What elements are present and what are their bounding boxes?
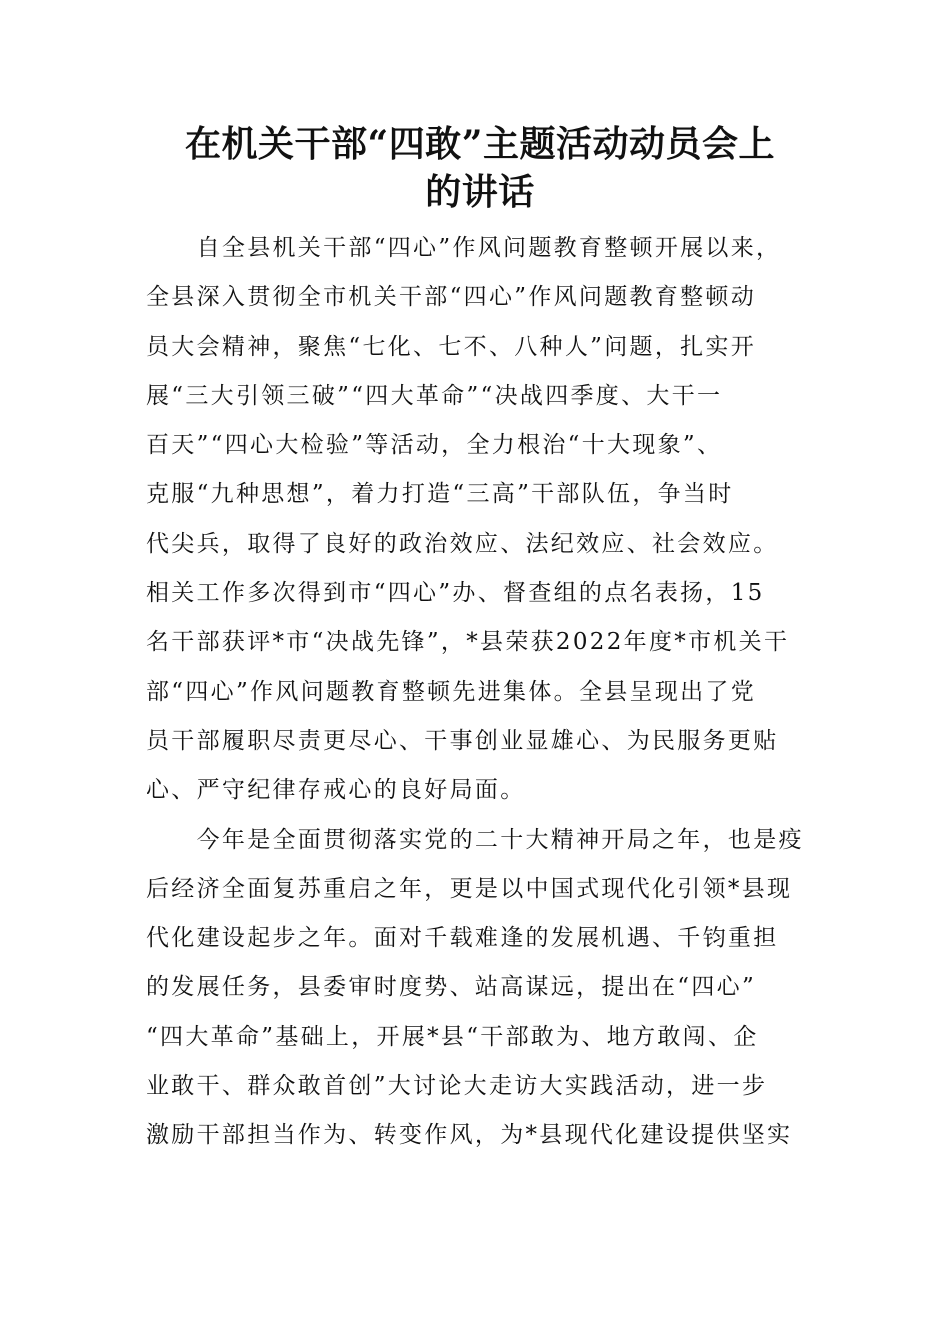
text-line: 展“三大引领三破”“四大革命”“决战四季度、大干一 [146, 382, 723, 409]
document-title [150, 120, 810, 216]
text-line: 员干部履职尽责更尽心、干事创业显雄心、为民服务更贴 [146, 727, 779, 754]
text-line: 代尖兵，取得了良好的政治效应、法纪效应、社会效应。 [146, 530, 779, 557]
text-line: 激励干部担当作为、转变作风，为*县现代化建设提供坚实 [146, 1122, 793, 1149]
text-line: 代化建设起步之年。面对千载难逢的发展机遇、千钧重担 [146, 925, 779, 952]
text-line: 的发展任务，县委审时度势、站高谋远，提出在“四心” [146, 974, 757, 1001]
text-line: 相关工作多次得到市“四心”办、督查组的点名表扬，15 [146, 580, 765, 607]
title-line-2: 的讲话 [425, 171, 535, 213]
text-line: 全县深入贯彻全市机关干部“四心”作风问题教育整顿动 [146, 284, 757, 311]
text-line: 后经济全面复苏重启之年，更是以中国式现代化引领*县现 [146, 875, 793, 902]
paragraph-2 [146, 816, 804, 1161]
text-line: 名干部获评*市“决战先锋”，*县荣获2022年度*市机关干 [146, 629, 790, 656]
document-body [146, 224, 804, 1161]
text-line: 克服“九种思想”，着力打造“三高”干部队伍，争当时 [146, 481, 734, 508]
text-line: 百天”“四心大检验”等活动，全力根治“十大现象”、 [146, 432, 723, 459]
text-line: 员大会精神，聚焦“七化、七不、八种人”问题，扎实开 [146, 333, 757, 360]
title-line-1: 在机关干部“四敢”主题活动动员会上 [185, 123, 775, 165]
text-line: 业敢干、群众敢首创”大讨论大走访大实践活动，进一步 [146, 1073, 768, 1100]
text-line: 今年是全面贯彻落实党的二十大精神开局之年，也是疫 [146, 826, 804, 853]
text-line: 部“四心”作风问题教育整顿先进集体。全县呈现出了党 [146, 678, 757, 705]
paragraph-1 [146, 224, 804, 816]
text-line: 自全县机关干部“四心”作风问题教育整顿开展以来， [146, 235, 782, 261]
text-line: “四大革命”基础上，开展*县“干部敢为、地方敢闯、企 [146, 1023, 759, 1050]
text-line: 心、严守纪律存戒心的良好局面。 [146, 777, 526, 804]
